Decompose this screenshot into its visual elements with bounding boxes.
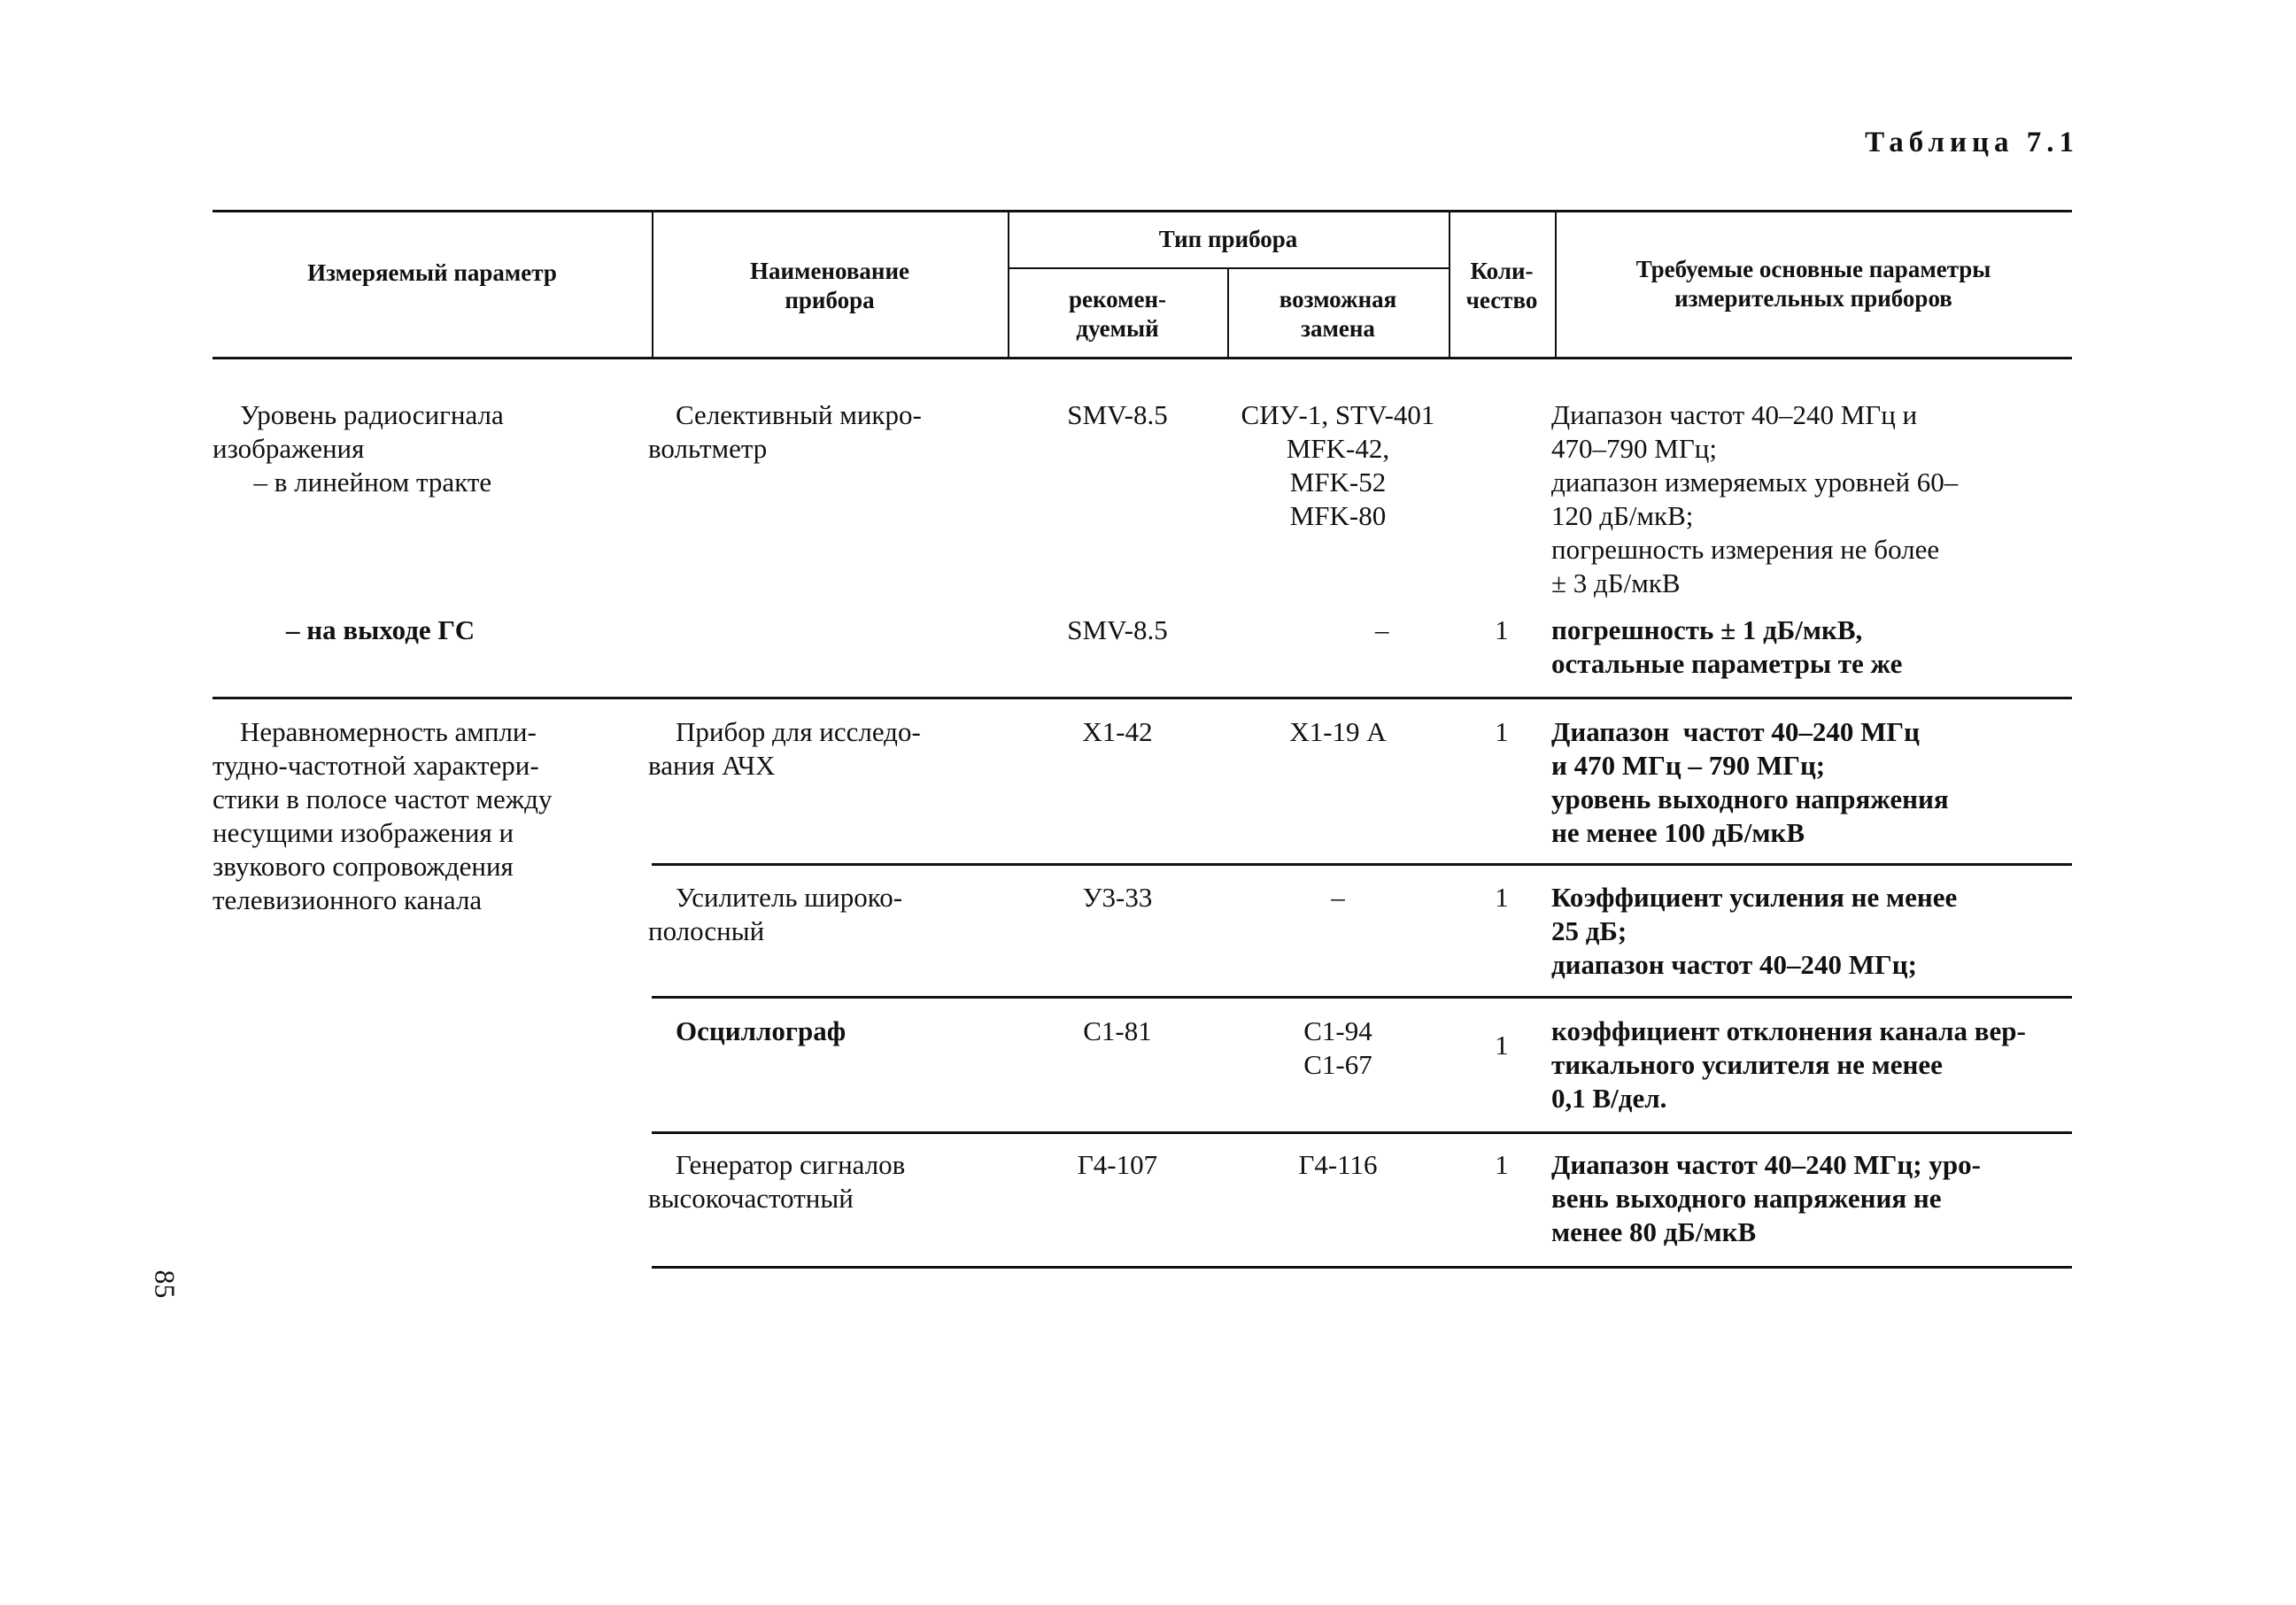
row1-param: Уровень радиосигнала изображения – в линейном тракте [213, 399, 504, 498]
row5-quantity: 1 [1495, 1030, 1509, 1061]
row5-device: Осциллограф [648, 1015, 847, 1046]
row4-requirements: Коэффициент усиления не менее 25 дБ; диапазон частот 40–240 МГц; [1551, 882, 1958, 980]
table-top-border [213, 210, 2072, 212]
header-quantity: Коли- чество [1465, 258, 1538, 313]
row6-recommended: Г4-107 [1077, 1149, 1158, 1180]
row4-device: Усилитель широко- полосный [648, 882, 903, 946]
row1-device: Селективный микро- вольтметр [648, 399, 922, 464]
row3-device: Прибор для исследо- вания АЧХ [648, 716, 921, 781]
row3-quantity: 1 [1495, 716, 1509, 747]
row4-recommended: У3-33 [1082, 882, 1153, 913]
table-caption: Таблица 7.1 [1865, 127, 2079, 158]
row3-replacement: Х1-19 А [1289, 716, 1387, 747]
row3-recommended: Х1-42 [1082, 716, 1153, 747]
row2-param: – на выходе ГС [286, 614, 475, 645]
row6-replacement: Г4-116 [1298, 1149, 1378, 1180]
header-replacement: возможная замена [1279, 286, 1397, 342]
row-divider-1 [213, 697, 2072, 699]
row4-quantity: 1 [1495, 882, 1509, 913]
row-divider-4 [652, 1131, 2072, 1134]
header-device-type: Тип прибора [1158, 226, 1298, 252]
row5-recommended: С1-81 [1083, 1015, 1152, 1046]
row3-requirements: Диапазон частот 40–240 МГц и 470 МГц – 790 МГц; уровень выходного напряжения не менее 100 дБ/мкВ [1551, 716, 1949, 848]
header-recommended: рекомен- дуемый [1068, 286, 1167, 342]
page-number: 85 [149, 1269, 182, 1299]
row3-param: Неравномерность ампли- тудно-частотной характери- стики в полосе частот между несущими изображения и звукового сопровождения телевизионного канала [213, 716, 553, 915]
row6-requirements: Диапазон частот 40–240 МГц; уро- вень выходного напряжения не менее 80 дБ/мкВ [1551, 1149, 1981, 1247]
row4-replacement: – [1331, 882, 1345, 913]
row2-requirements: погрешность ± 1 дБ/мкВ, остальные параметры те же [1551, 614, 1903, 679]
row1-recommended: SMV-8.5 [1067, 399, 1168, 430]
header-bottom-border [213, 357, 2072, 359]
header-device-name: Наименование прибора [750, 258, 909, 313]
row2-replacement: – [1375, 614, 1389, 645]
row5-replacement: С1-94 С1-67 [1303, 1015, 1372, 1080]
row6-device: Генератор сигналов высокочастотный [648, 1149, 906, 1214]
header-requirements: Требуемые основные параметры измерительных приборов [1635, 256, 1991, 312]
row2-recommended: SMV-8.5 [1067, 614, 1168, 645]
row6-quantity: 1 [1495, 1149, 1509, 1180]
header-param: Измеряемый параметр [307, 259, 557, 286]
row1-replacement: СИУ-1, STV-401 MFK-42, MFK-52 MFK-80 [1241, 399, 1435, 531]
row-divider-3 [652, 996, 2072, 999]
table-bottom-border [652, 1266, 2072, 1269]
row2-quantity: 1 [1495, 614, 1509, 645]
row5-requirements: коэффициент отклонения канала вер- тикального усилителя не менее 0,1 В/дел. [1551, 1015, 2026, 1114]
row1-requirements: Диапазон частот 40–240 МГц и 470–790 МГц; диапазон измеряемых уровней 60– 120 дБ/мкВ; погрешность измерения не более ± 3 дБ/мкВ [1551, 399, 1959, 598]
row-divider-2 [652, 863, 2072, 866]
